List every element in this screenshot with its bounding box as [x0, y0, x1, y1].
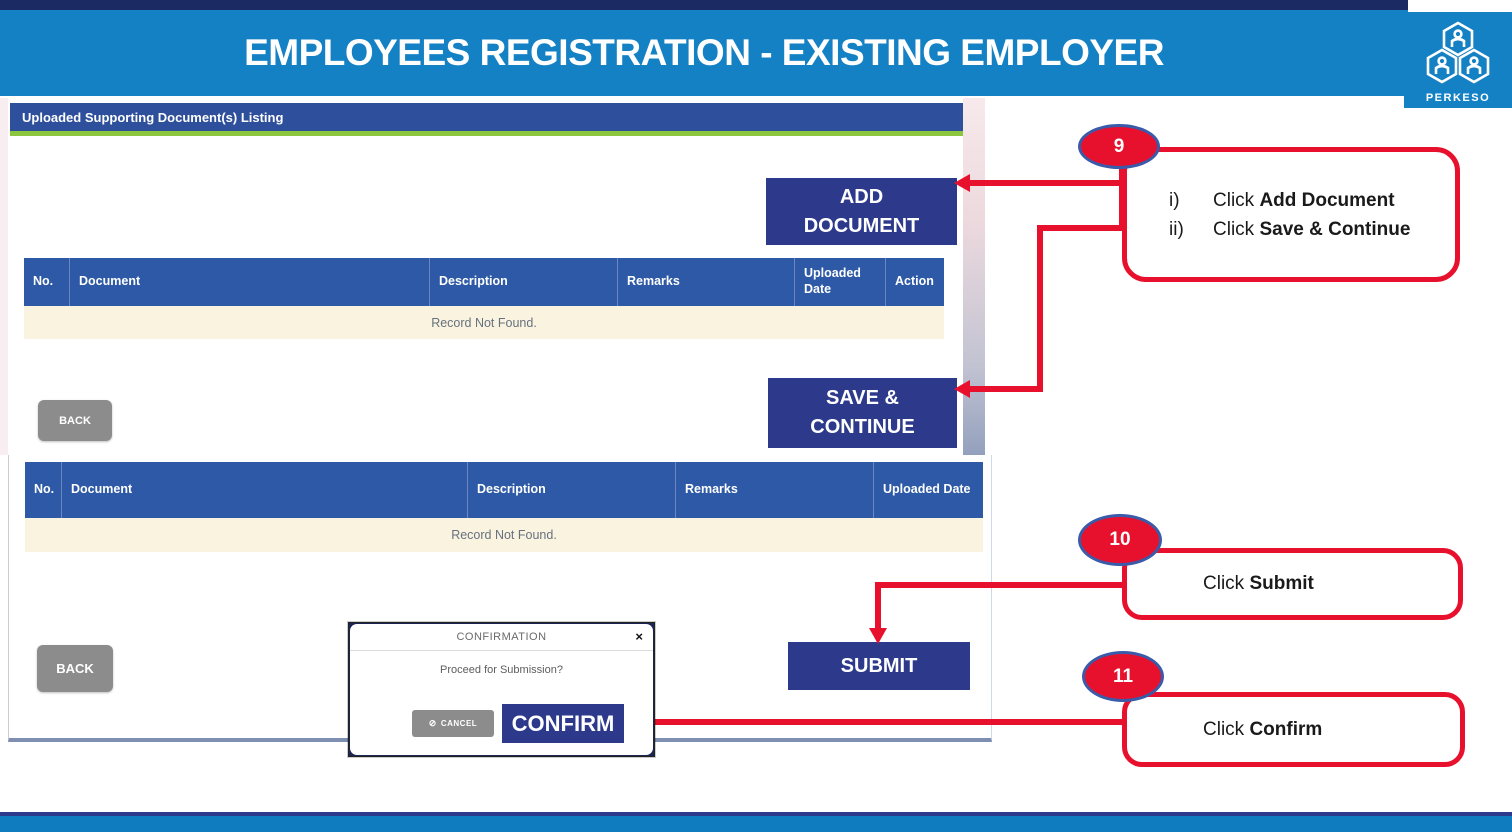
modal-title: CONFIRMATION: [456, 631, 547, 643]
arrowhead-submit: [869, 628, 887, 644]
submit-button[interactable]: SUBMIT: [788, 642, 970, 690]
confirmation-modal: [348, 622, 655, 757]
panel1-scrollbar[interactable]: [963, 98, 985, 455]
callout9-line2: ii) Click Save & Continue: [1169, 218, 1411, 240]
section-header-label: Uploaded Supporting Document(s) Listing: [22, 109, 284, 125]
documents-table-2: [25, 462, 983, 552]
back-button-panel1[interactable]: BACK: [38, 400, 112, 441]
panel1-left-edge: [0, 98, 8, 455]
table1-col-no: No.: [24, 258, 70, 306]
arrow-to-submit: [878, 582, 1124, 588]
table2-col-no: No.: [25, 462, 62, 518]
page-title: EMPLOYEES REGISTRATION - EXISTING EMPLOYER: [244, 32, 1164, 73]
modal-message: Proceed for Submission?: [440, 664, 563, 676]
table1-header-row: [24, 258, 944, 306]
save-continue-button[interactable]: SAVE & CONTINUE: [768, 378, 957, 448]
perkeso-logo-text: PERKESO: [1425, 92, 1491, 104]
table2-col-description: Description: [468, 462, 676, 518]
arrow-submit-drop: [875, 582, 881, 628]
back-button-panel2[interactable]: BACK: [37, 645, 113, 692]
arrow-to-save-continue: [970, 386, 1043, 392]
perkeso-logo: [1404, 12, 1512, 108]
table2-col-remarks: Remarks: [676, 462, 874, 518]
callout-step-9: [1122, 147, 1460, 282]
add-document-button[interactable]: ADD DOCUMENT: [766, 178, 957, 245]
confirm-button[interactable]: CONFIRM: [502, 704, 624, 743]
table1-col-description: Description: [430, 258, 618, 306]
ban-icon: ⊘: [428, 718, 437, 728]
step-badge-9: 9: [1078, 124, 1160, 169]
table2-col-uploaded-date: Uploaded Date: [883, 482, 971, 497]
table1-col-document: Document: [70, 258, 430, 306]
section-header-uploaded-documents: [10, 103, 963, 131]
arrow-step9-drop: [1037, 225, 1043, 391]
step-badge-10: 10: [1078, 514, 1162, 566]
arrow-step9-branch: [1037, 225, 1124, 231]
top-navy-strip: [0, 0, 1408, 10]
table1-col-remarks: Remarks: [618, 258, 795, 306]
table1-col-action: Action: [895, 274, 934, 289]
bottom-blue-bar: [0, 816, 1512, 832]
callout-step-10: Click Submit: [1122, 548, 1463, 620]
callout9-line1: i) Click Add Document: [1169, 189, 1395, 211]
table1-col-uploaded-date: Uploaded Date: [795, 258, 886, 306]
arrowhead-save-continue: [954, 380, 970, 398]
arrow-to-add-document: [970, 180, 1124, 186]
table2-empty-row: Record Not Found.: [25, 518, 983, 552]
section-header-green-underline: [10, 131, 963, 136]
cancel-button[interactable]: ⊘ CANCEL: [412, 710, 494, 737]
arrow-to-confirm: [640, 719, 1124, 725]
table2-col-document: Document: [62, 462, 468, 518]
table2-header-row: [25, 462, 983, 518]
arrowhead-add-document: [954, 174, 970, 192]
page-header: [0, 10, 1408, 96]
step-badge-11: 11: [1082, 651, 1164, 702]
close-icon[interactable]: ×: [635, 629, 643, 644]
modal-header: [350, 624, 653, 651]
table1-empty-row: Record Not Found.: [24, 306, 944, 339]
documents-table-1: [24, 258, 944, 339]
callout-step-11: Click Confirm: [1122, 692, 1465, 767]
perkeso-logo-icon: [1422, 20, 1494, 91]
